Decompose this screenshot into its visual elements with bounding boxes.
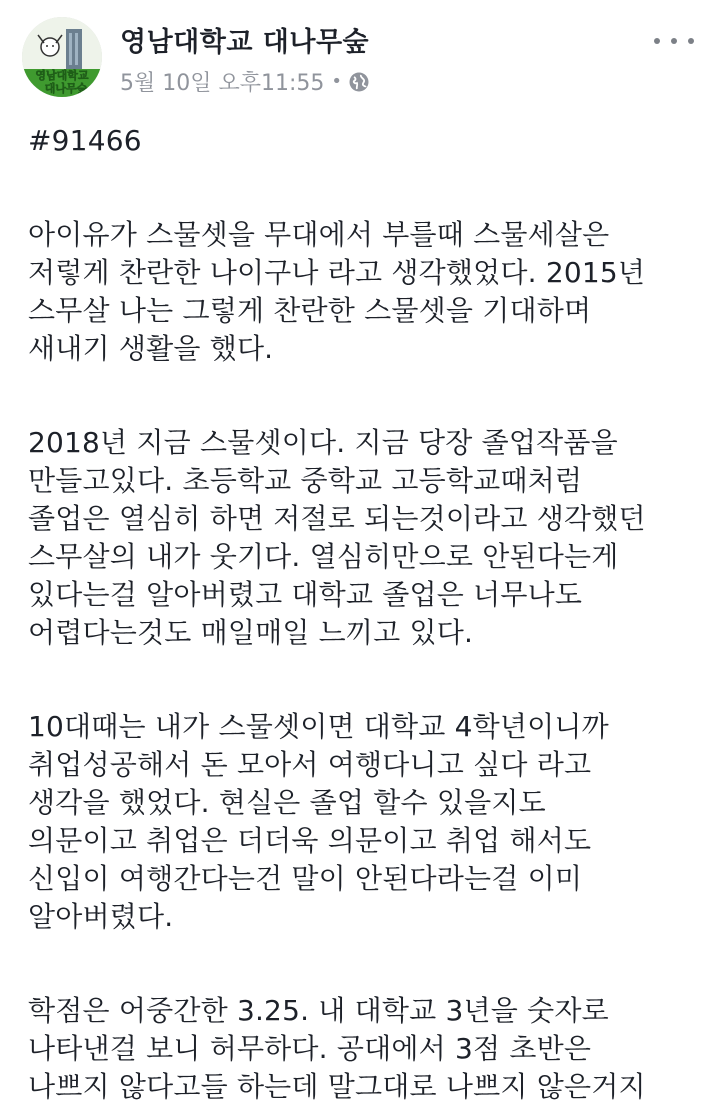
post-paragraph bbox=[28, 992, 708, 1106]
text-line: 새내기 생활을 했다. bbox=[28, 332, 274, 365]
text-line: 스무살 나는 그렇게 찬란한 스물셋을 기대하며 bbox=[28, 294, 592, 327]
post-body bbox=[28, 122, 708, 1106]
page-avatar[interactable] bbox=[22, 17, 102, 97]
text-line: 취업성공해서 돈 모아서 여행다니고 싶다 라고 bbox=[28, 748, 592, 781]
text-line: 나타낸걸 보니 허무하다. 공대에서 3점 초반은 bbox=[28, 1032, 592, 1065]
avatar-logo-line2: 대나무숲 bbox=[44, 82, 88, 95]
more-dot bbox=[688, 38, 694, 44]
more-dot bbox=[671, 38, 677, 44]
post-paragraph bbox=[28, 216, 708, 368]
post-hashtag-paragraph bbox=[28, 122, 708, 160]
post-hashtag[interactable]: #91466 bbox=[28, 124, 142, 157]
text-line: 10대때는 내가 스물셋이면 대학교 4학년이니까 bbox=[28, 710, 609, 743]
text-line: 스무살의 내가 웃기다. 열심히만으로 안된다는게 bbox=[28, 540, 619, 573]
text-line: 생각을 했었다. 현실은 졸업 할수 있을지도 bbox=[28, 786, 546, 819]
text-line: 2018년 지금 스물셋이다. 지금 당장 졸업작품을 bbox=[28, 426, 618, 459]
post-header bbox=[0, 0, 720, 110]
post-paragraph bbox=[28, 424, 708, 652]
text-line: 학점은 어중간한 3.25. 내 대학교 3년을 숫자로 bbox=[28, 994, 609, 1027]
more-options-icon[interactable] bbox=[654, 26, 694, 56]
post-paragraph bbox=[28, 708, 708, 936]
text-line: 나쁘지 않다고들 하는데 말그대로 나쁘지 않은거지 bbox=[28, 1070, 646, 1103]
text-line: 만들고있다. 초등학교 중학교 고등학교때처럼 bbox=[28, 464, 583, 497]
globe-icon[interactable] bbox=[348, 71, 370, 93]
text-line: 신입이 여행간다는건 말이 안된다라는걸 이미 bbox=[28, 862, 583, 895]
meta-separator: • bbox=[331, 71, 343, 92]
text-line: 있다는걸 알아버렸고 대학교 졸업은 너무나도 bbox=[28, 578, 583, 611]
text-line: 저렇게 찬란한 나이구나 라고 생각했었다. 2015년 bbox=[28, 256, 646, 289]
post-timestamp[interactable]: 5월 10일 오후11:55 bbox=[120, 71, 325, 96]
text-line: 의문이고 취업은 더더욱 의문이고 취업 해서도 bbox=[28, 824, 592, 857]
text-line: 졸업은 열심히 하면 저절로 되는것이라고 생각했던 bbox=[28, 502, 646, 535]
text-line: 어렵다는것도 매일매일 느끼고 있다. bbox=[28, 616, 474, 649]
text-line: 알아버렸다. bbox=[28, 900, 174, 933]
text-line: 아이유가 스물셋을 무대에서 부를때 스물세살은 bbox=[28, 218, 610, 251]
post-meta bbox=[120, 66, 370, 97]
more-dot bbox=[654, 38, 660, 44]
avatar-image bbox=[22, 17, 102, 97]
avatar-logo-line1: 영남대학교 bbox=[35, 69, 89, 82]
page-name-link[interactable]: 영남대학교 대나무숲 bbox=[120, 27, 370, 58]
